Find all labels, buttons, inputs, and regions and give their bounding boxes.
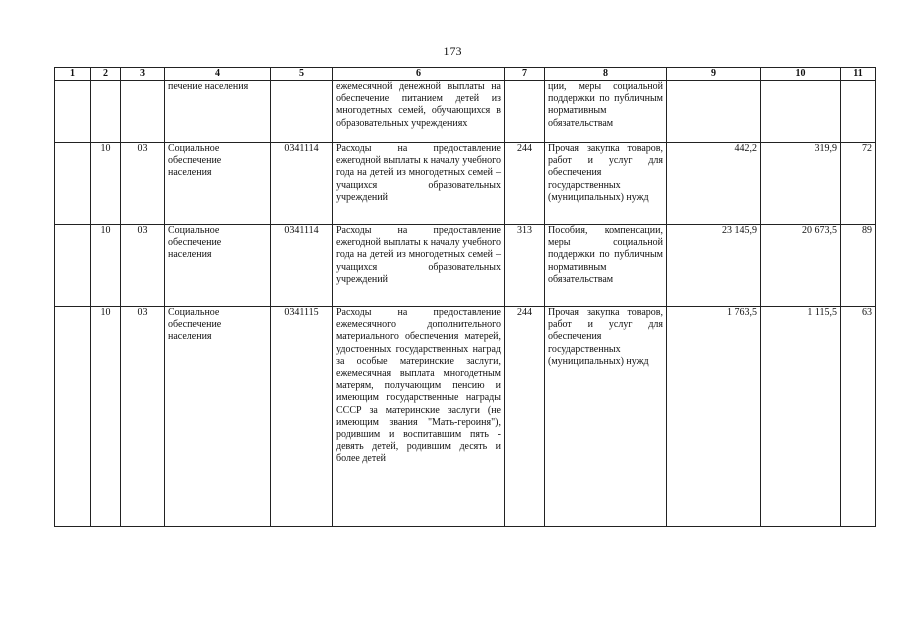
table-row (55, 307, 876, 527)
cell-expense-type: 244 (505, 143, 545, 225)
cell-percent: 72 (841, 143, 876, 225)
cell-subsection: 03 (121, 143, 165, 225)
cell-col-1 (55, 225, 91, 307)
cell-col-1 (55, 81, 91, 143)
header-col-8: 8 (545, 68, 667, 81)
header-col-7: 7 (505, 68, 545, 81)
cell-amount-actual: 20 673,5 (761, 225, 841, 307)
page-number: 173 (443, 44, 462, 58)
cell-expense-description: Расходы на предоставление ежегодной выплаты к началу учебного года на детей из многодетных семей – учащихся образовательных учреждений (333, 225, 505, 307)
cell-section: 10 (91, 143, 121, 225)
cell-expense-type (505, 81, 545, 143)
header-col-1: 1 (55, 68, 91, 81)
header-col-5: 5 (271, 68, 333, 81)
cell-percent (841, 81, 876, 143)
cell-percent: 63 (841, 307, 876, 527)
cell-amount-actual: 1 115,5 (761, 307, 841, 527)
cell-expense-type-name: Пособия, компенсации, меры социальной поддержки по публичным нормативным обязательствам (545, 225, 667, 307)
cell-col-1 (55, 143, 91, 225)
table-row (55, 225, 876, 307)
cell-amount-planned: 1 763,5 (667, 307, 761, 527)
cell-expense-type: 313 (505, 225, 545, 307)
cell-subsection: 03 (121, 307, 165, 527)
table-row (55, 143, 876, 225)
cell-amount-planned: 442,2 (667, 143, 761, 225)
cell-target-code: 0341114 (271, 143, 333, 225)
cell-target-code: 0341114 (271, 225, 333, 307)
cell-section: 10 (91, 225, 121, 307)
budget-table (54, 67, 876, 527)
header-col-3: 3 (121, 68, 165, 81)
header-col-10: 10 (761, 68, 841, 81)
cell-subsection: 03 (121, 225, 165, 307)
cell-section (91, 81, 121, 143)
cell-target-code: 0341115 (271, 307, 333, 527)
cell-percent: 89 (841, 225, 876, 307)
header-col-9: 9 (667, 68, 761, 81)
cell-amount-actual: 319,9 (761, 143, 841, 225)
cell-col-1 (55, 307, 91, 527)
cell-expense-type: 244 (505, 307, 545, 527)
header-row (55, 68, 876, 81)
cell-section-name: Социальное обеспечение населения (165, 307, 271, 527)
cell-expense-type-name: ции, меры социальной поддержки по публичным нормативным обязательствам (545, 81, 667, 143)
cell-expense-description: Расходы на предоставление ежемесячного дополнительного материального обеспечения матерей, удостоенных государственных наград за особые материнские заслуги, ежемесячная выплата многодетным матерям, получающим пенсию и имеющим государственные награды СССР за материнские заслуги (не имеющим звания "Мать-героиня"), родившим и воспитавшим пять - девять детей, родившим десять и более детей (333, 307, 505, 527)
cell-section-name: Социальное обеспечение населения (165, 143, 271, 225)
header-col-6: 6 (333, 68, 505, 81)
cell-expense-type-name: Прочая закупка товаров, работ и услуг для обеспечения государственных (муниципальных) нужд (545, 143, 667, 225)
cell-amount-actual (761, 81, 841, 143)
table-row (55, 81, 876, 143)
header-col-2: 2 (91, 68, 121, 81)
cell-expense-type-name: Прочая закупка товаров, работ и услуг для обеспечения государственных (муниципальных) нужд (545, 307, 667, 527)
cell-expense-description: Расходы на предоставление ежегодной выплаты к началу учебного года на детей из многодетных семей – учащихся образовательных учреждений (333, 143, 505, 225)
header-col-4: 4 (165, 68, 271, 81)
cell-section: 10 (91, 307, 121, 527)
cell-amount-planned: 23 145,9 (667, 225, 761, 307)
cell-expense-description: ежемесячной денежной выплаты на обеспечение питанием детей из многодетных семей, обучающихся в образовательных учреждениях (333, 81, 505, 143)
cell-section-name: Социальное обеспечение населения (165, 225, 271, 307)
cell-subsection (121, 81, 165, 143)
header-col-11: 11 (841, 68, 876, 81)
cell-section-name: печение населения (165, 81, 271, 143)
cell-target-code (271, 81, 333, 143)
cell-amount-planned (667, 81, 761, 143)
